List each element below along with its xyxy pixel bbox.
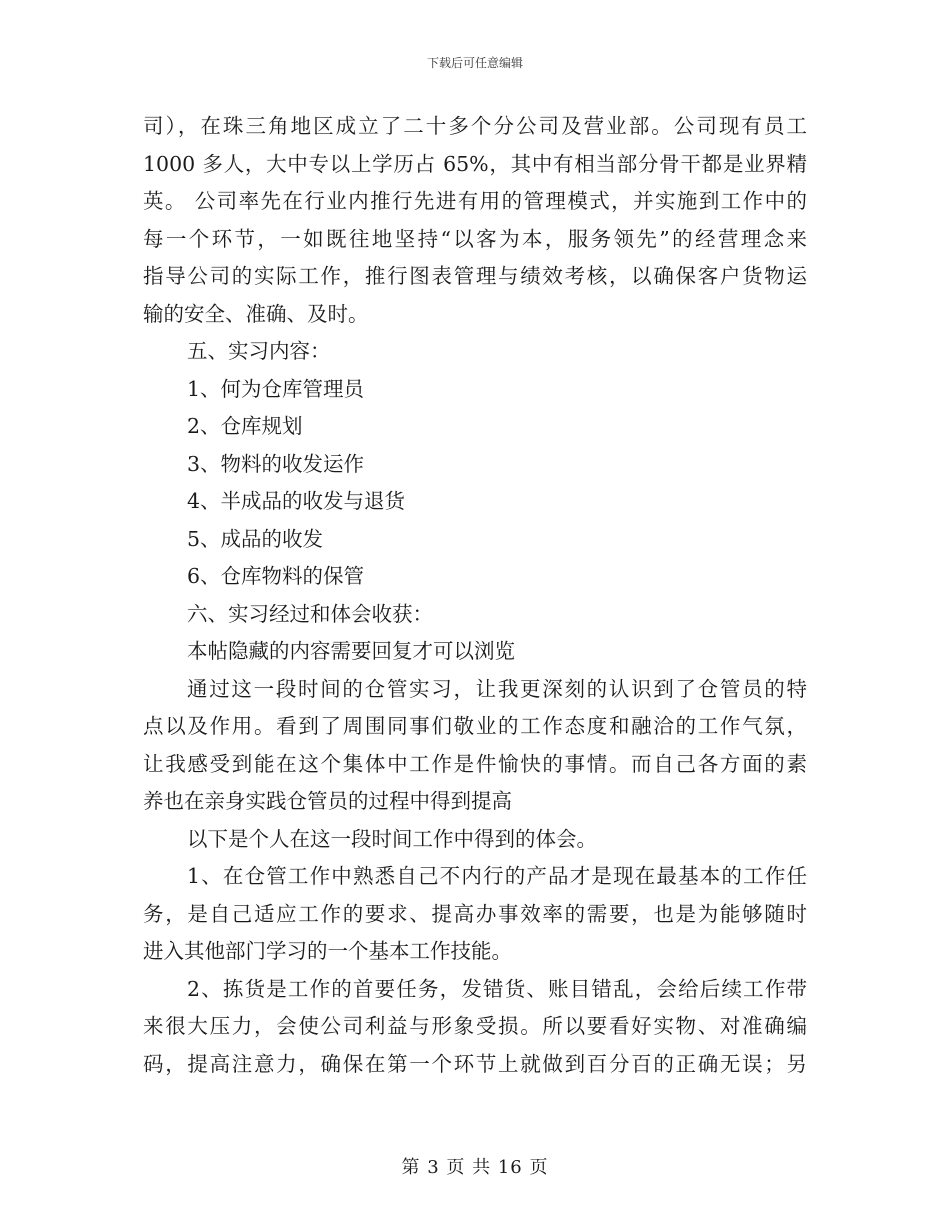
text-line: 4、半成品的收发与退货 xyxy=(187,489,406,513)
text-line: 以下是个人在这一段时间工作中得到的体会。 xyxy=(187,826,597,851)
text-line: 码，提高注意力，确保在第一个环节上就做到百分百的正确无误；另 xyxy=(143,1051,807,1076)
text-line: 1、何为仓库管理员 xyxy=(187,376,365,401)
page-footer: 第 3 页 共 16 页 xyxy=(401,1157,549,1178)
page-header: 下载后可任意编辑 xyxy=(426,56,523,70)
text-line: 1、在仓管工作中熟悉自己不内行的产品才是现在最基本的工作任 xyxy=(187,864,807,888)
text-line: 2、拣货是工作的首要任务，发错货、账目错乱，会给后续工作带 xyxy=(187,976,807,1001)
text-line: 养也在亲身实践仓管员的过程中得到提高 xyxy=(143,789,512,813)
text-line: 让我感受到能在这个集体中工作是件愉快的事情。而自己各方面的素 xyxy=(143,751,807,776)
text-line: 进入其他部门学习的一个基本工作技能。 xyxy=(143,939,512,963)
text-line: 六、实习经过和体会收获： xyxy=(187,601,433,626)
text-line: 通过这一段时间的仓管实习，让我更深刻的认识到了仓管员的特 xyxy=(187,676,807,701)
text-line: 点以及作用。看到了周围同事们敬业的工作态度和融洽的工作气氛， xyxy=(143,714,807,738)
text-line: 来很大压力，会使公司利益与形象受损。所以要看好实物、对准确编 xyxy=(143,1014,807,1038)
text-line: 2、仓库规划 xyxy=(187,414,303,438)
text-line: 指导公司的实际工作，推行图表管理与绩效考核，以确保客户货物运 xyxy=(143,264,807,288)
text-line: 6、仓库物料的保管 xyxy=(187,564,365,588)
text-line: 司），在珠三角地区成立了二十多个分公司及营业部。公司现有员工 xyxy=(143,114,807,138)
text-line: 3、物料的收发运作 xyxy=(187,451,365,476)
text-line: 本帖隐藏的内容需要回复才可以浏览 xyxy=(187,639,515,663)
text-line: 5、成品的收发 xyxy=(187,526,324,551)
text-line: 每一个环节，一如既往地坚持“以客为本，服务领先”的经营理念来 xyxy=(143,226,807,251)
document-body xyxy=(143,108,807,1083)
text-line: 务，是自己适应工作的要求、提高办事效率的需要，也是为能够随时 xyxy=(143,901,807,926)
text-line: 输的安全、准确、及时。 xyxy=(143,301,369,326)
text-line: 五、实习内容： xyxy=(187,339,331,363)
text-line: 英。 公司率先在行业内推行先进有用的管理模式，并实施到工作中的 xyxy=(143,189,807,213)
text-line: 1000 多人，大中专以上学历占 65%，其中有相当部分骨干都是业界精 xyxy=(143,151,807,176)
